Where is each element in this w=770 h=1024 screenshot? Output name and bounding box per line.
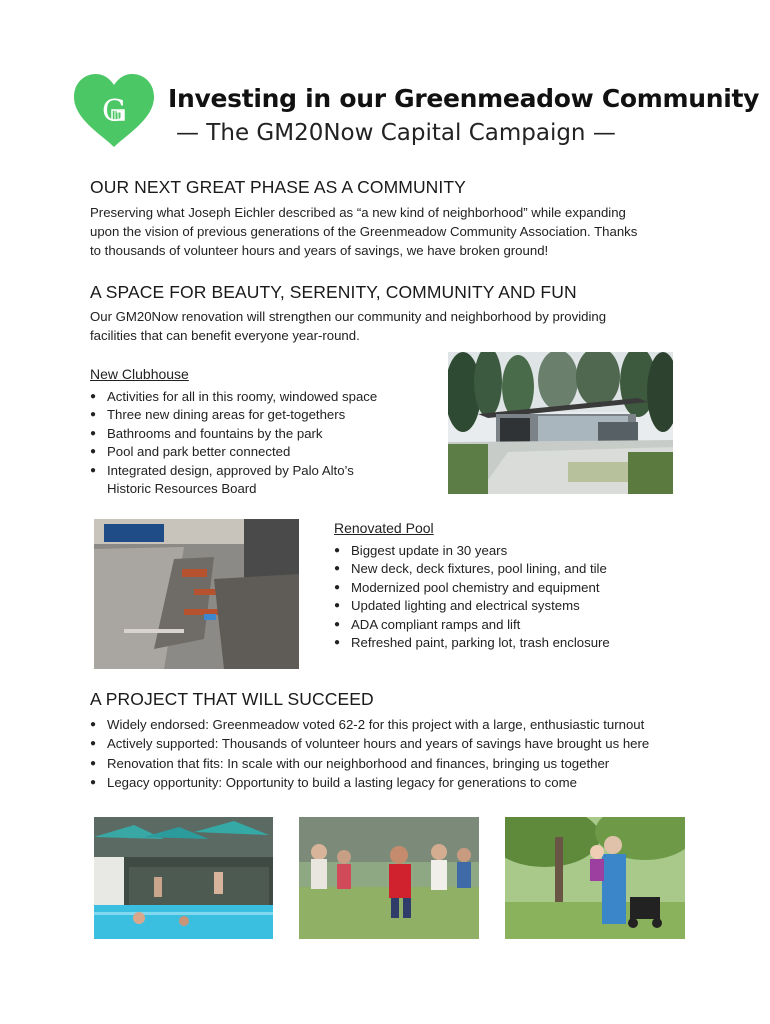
list-item: ● Updated lighting and electrical systems [334,597,654,615]
logo-letter: G [102,94,126,129]
section-heading-space: A SPACE FOR BEAUTY, SERENITY, COMMUNITY AND FUN [90,282,577,302]
list-item: ● Pool and park better connected [90,443,420,461]
clubhouse-list [90,388,420,480]
pool-subheading: Renovated Pool [334,520,434,536]
list-item: ● New deck, deck fixtures, pool lining, and tile [334,560,654,578]
list-item: ● Bathrooms and fountains by the park [90,425,420,443]
paragraph-line: to thousands of volunteer hours and years of savings, we have broken ground! [90,243,549,258]
section-paragraph-space [90,307,690,345]
section-paragraph-next-phase [90,203,690,260]
list-item: ● Integrated design, approved by Palo Alto’s [90,462,420,480]
list-item: ● Biggest update in 30 years [334,542,654,560]
clubhouse-subheading: New Clubhouse [90,366,189,382]
page-title: Investing in our Greenmeadow Community [168,84,760,113]
paragraph-line: Our GM20Now renovation will strengthen our community and neighborhood by providing [90,309,607,324]
section-heading-project: A PROJECT THAT WILL SUCCEED [90,689,374,709]
paragraph-line: facilities that can benefit everyone year-round. [90,328,360,343]
list-item: ● Refreshed paint, parking lot, trash enclosure [334,634,654,652]
pool-list [334,542,654,652]
list-item: ● Legacy opportunity: Opportunity to build a lasting legacy for generations to come [90,773,710,792]
clubhouse-rendering-image [448,352,673,494]
project-list [90,715,710,793]
paragraph-line: upon the vision of previous generations of the Greenmeadow Community Association. Thanks [90,224,638,239]
list-item: ● ADA compliant ramps and lift [334,616,654,634]
paragraph-line: Preserving what Joseph Eichler described as “a new kind of neighborhood” while expanding [90,205,626,220]
kids-race-image [299,817,479,939]
list-item-continuation: Historic Resources Board [107,481,257,496]
list-item: ● Actively supported: Thousands of volunteer hours and years of savings have brought us here [90,734,710,753]
page-subtitle: — The GM20Now Capital Campaign — [176,120,616,146]
pool-construction-image [94,519,299,669]
list-item: ● Widely endorsed: Greenmeadow voted 62-2 for this project with a large, enthusiastic turnout [90,715,710,734]
list-item: ● Activities for all in this roomy, windowed space [90,388,420,406]
list-item: ● Renovation that fits: In scale with our neighborhood and finances, bringing us together [90,754,710,773]
greenmeadow-logo [72,73,156,149]
list-item: ● Modernized pool chemistry and equipment [334,579,654,597]
list-item: ● Three new dining areas for get-togethers [90,406,420,424]
section-heading-next-phase: OUR NEXT GREAT PHASE AS A COMMUNITY [90,177,466,197]
grandparent-child-image [505,817,685,939]
pool-party-image [94,817,273,939]
